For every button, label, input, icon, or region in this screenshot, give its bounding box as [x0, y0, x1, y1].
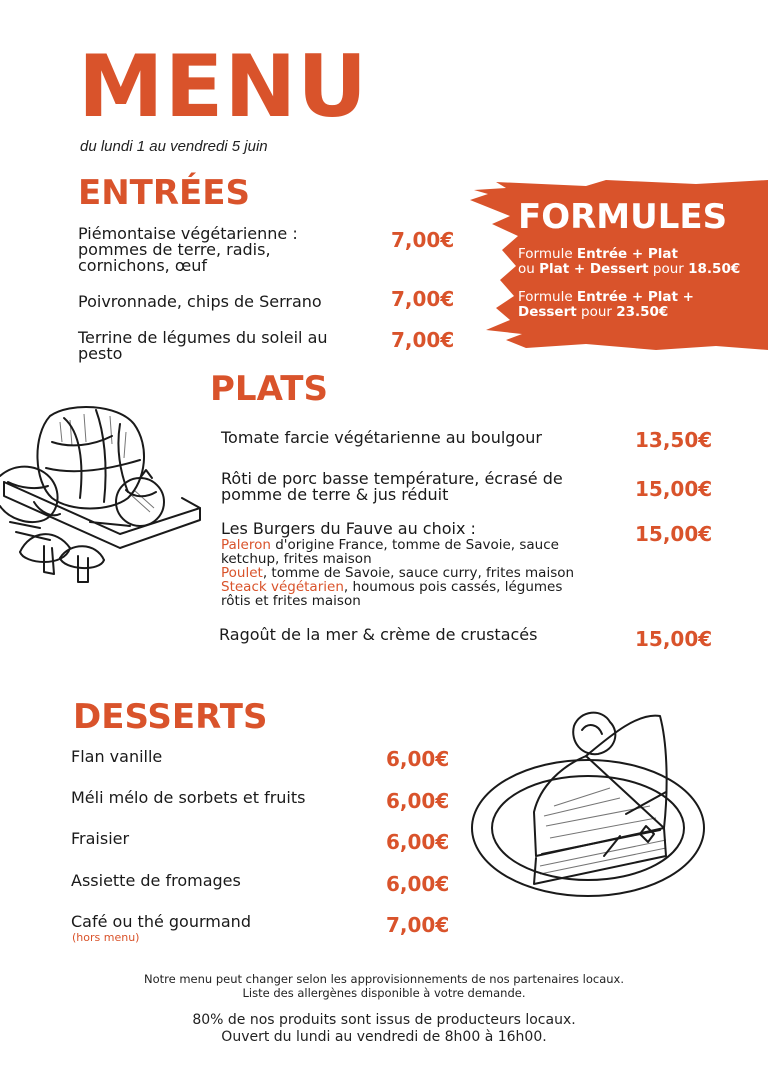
burger-option-vegetarien: Steack végétarien — [221, 579, 344, 595]
dessert-item-1: Flan vanille — [71, 747, 163, 766]
burger-options — [221, 538, 574, 608]
entree-item-1 — [78, 226, 298, 274]
plat-item-1: Tomate farcie végétarienne au boulgour — [221, 428, 542, 447]
formule-2-price: 23.50€ — [616, 304, 669, 320]
formules-heading: FORMULES — [518, 197, 728, 237]
entrees-heading: ENTRÉES — [78, 173, 250, 213]
footer-line-2: Liste des allergènes disponible à votre demande. — [242, 986, 526, 1000]
entree-item-1-line1: Piémontaise végétarienne : — [78, 224, 298, 243]
entree-item-1-line2: pommes de terre, radis, — [78, 240, 271, 259]
footer-line-1: Notre menu peut changer selon les approvisionnements de nos partenaires locaux. — [143, 972, 625, 986]
entree-item-3 — [78, 330, 328, 362]
plat-item-3: Les Burgers du Fauve au choix : — [221, 519, 476, 538]
footer-line-4: Ouvert du lundi au vendredi de 8h00 à 16h00. — [221, 1029, 547, 1045]
entree-item-3-price: 7,00€ — [391, 328, 455, 352]
formule-2-text-a: Formule — [518, 289, 577, 305]
footer-notice — [0, 972, 768, 1000]
formule-1-text-d: Plat + Dessert — [539, 261, 649, 277]
plat-item-3-price: 15,00€ — [635, 522, 713, 546]
dessert-item-5-note: (hors menu) — [72, 931, 140, 944]
formule-2 — [518, 290, 694, 320]
plat-item-2-line2: pomme de terre & jus réduit — [221, 485, 449, 504]
dessert-item-2: Méli mélo de sorbets et fruits — [71, 788, 306, 807]
formule-1-text-a: Formule — [518, 246, 577, 262]
entree-item-2-price: 7,00€ — [391, 287, 455, 311]
burger-option-vegetarien-desc2: rôtis et frites maison — [221, 593, 361, 609]
footer-line-3: 80% de nos produits sont issus de producteurs locaux. — [192, 1012, 576, 1028]
burger-option-vegetarien-desc1: , houmous pois cassés, légumes — [343, 579, 563, 595]
pie-slice-illustration — [470, 706, 710, 902]
burger-option-poulet-desc: , tomme de Savoie, sauce curry, frites maison — [262, 565, 575, 581]
plat-item-4-price: 15,00€ — [635, 627, 713, 651]
entree-item-1-price: 7,00€ — [391, 228, 455, 252]
plat-item-4: Ragoût de la mer & crème de crustacés — [219, 625, 538, 644]
formule-1-text-b: Entrée + Plat — [576, 246, 678, 262]
dessert-item-3-price: 6,00€ — [386, 830, 450, 854]
dessert-item-5: Café ou thé gourmand — [71, 912, 251, 931]
burger-option-paleron-desc2: ketchup, frites maison — [221, 551, 372, 567]
entree-item-2: Poivronnade, chips de Serrano — [78, 292, 322, 311]
formule-2-text-b: Entrée + Plat + — [576, 289, 694, 305]
dessert-item-2-price: 6,00€ — [386, 789, 450, 813]
formule-1 — [518, 247, 740, 277]
plat-item-2-price: 15,00€ — [635, 477, 713, 501]
formule-1-price: 18.50€ — [688, 261, 741, 277]
desserts-heading: DESSERTS — [73, 697, 268, 737]
entree-item-3-line1: Terrine de légumes du soleil au — [78, 328, 328, 347]
plat-item-2-line1: Rôti de porc basse température, écrasé de — [221, 469, 563, 488]
cabbage-vegetables-illustration — [0, 402, 210, 620]
burger-option-paleron: Paleron — [221, 537, 271, 553]
formule-2-text-c: Dessert — [518, 304, 577, 320]
dessert-item-5-price: 7,00€ — [386, 913, 450, 937]
menu-dates: du lundi 1 au vendredi 5 juin — [80, 138, 268, 155]
dessert-item-4-price: 6,00€ — [386, 872, 450, 896]
footer-info — [0, 1012, 768, 1046]
plat-item-2 — [221, 471, 563, 503]
burger-option-poulet: Poulet — [221, 565, 263, 581]
formule-1-text-e: pour — [648, 261, 689, 277]
page-title: MENU — [78, 37, 369, 137]
formule-1-text-c: ou — [518, 261, 540, 277]
dessert-item-4: Assiette de fromages — [71, 871, 241, 890]
formule-2-text-d: pour — [576, 304, 617, 320]
plats-heading: PLATS — [210, 369, 328, 409]
dessert-item-3: Fraisier — [71, 829, 130, 848]
entree-item-3-line2: pesto — [78, 344, 123, 363]
entree-item-1-line3: cornichons, œuf — [78, 256, 207, 275]
burger-option-paleron-desc1: d'origine France, tomme de Savoie, sauce — [270, 537, 559, 553]
dessert-item-1-price: 6,00€ — [386, 747, 450, 771]
plat-item-1-price: 13,50€ — [635, 428, 713, 452]
